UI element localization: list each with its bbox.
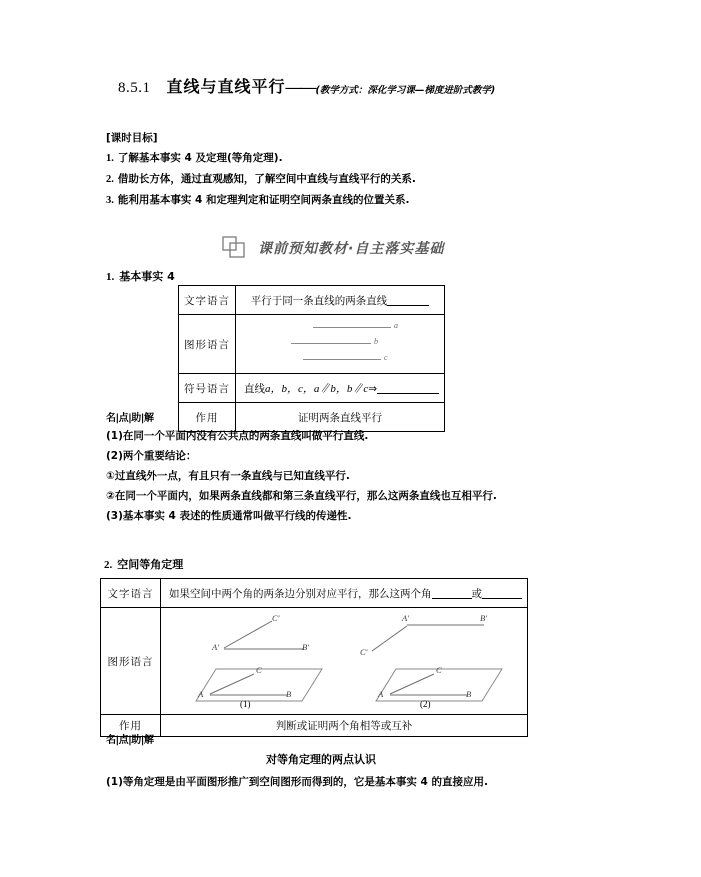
line-a — [313, 327, 391, 328]
tips-line: (1)等角定理是由平面图形推广到空间图形而得到的，它是基本事实 4 的直接应用. — [106, 776, 489, 788]
row-label-usage: 作用 — [179, 403, 236, 432]
subsection-text: 基本事实 4 — [119, 270, 175, 283]
table-basic-axiom — [178, 285, 445, 432]
theorem-statement: 如果空间中两个角的两条边分别对应平行，那么这两个角 — [169, 587, 432, 600]
fill-blank[interactable] — [432, 587, 472, 599]
objectives-heading: [课时目标] — [106, 132, 158, 144]
objective-item — [106, 148, 586, 169]
row-content-figure-language — [161, 608, 528, 715]
table-row — [101, 579, 528, 608]
subsection-text: 空间等角定理 — [117, 558, 184, 571]
line-a-label: a — [394, 321, 398, 330]
overlapping-squares-icon — [222, 236, 248, 260]
title-subtitle: (教学方式：深化学习课—梯度进阶式教学) — [315, 85, 496, 96]
subsection-index: 2. — [104, 559, 113, 571]
row-content-symbol-language — [236, 374, 445, 403]
symbol-expression: a，b，c，a∥b，b∥c — [265, 383, 369, 395]
label-B: B — [286, 689, 292, 699]
table-equal-angle-theorem — [100, 578, 528, 737]
tips-line: (2)两个重要结论： — [106, 450, 197, 462]
table-row — [179, 286, 445, 315]
objective-text: 借助长方体，通过直观感知，了解空间中直线与直线平行的关系. — [117, 173, 416, 185]
symbol-prefix: 直线 — [244, 383, 265, 395]
row-content-figure-language — [236, 315, 445, 374]
subsection-heading-equal-angle — [104, 556, 183, 572]
equal-angle-figures — [166, 611, 522, 711]
row-label-symbol-language: 符号语言 — [179, 374, 236, 403]
line-c-label: c — [384, 353, 388, 362]
table-row — [101, 715, 528, 737]
label-B: B — [466, 689, 472, 699]
line-b — [291, 343, 371, 344]
row-content-text-language — [236, 286, 445, 315]
tips-tag-axiom: 名|点|助|解 — [106, 413, 154, 424]
objective-index: 2. — [106, 174, 114, 185]
tips-title-equal-angle: 对等角定理的两点认识 — [266, 753, 376, 766]
line-b-label: b — [374, 337, 378, 346]
table-row — [179, 315, 445, 374]
figure-1-caption: (1) — [240, 699, 251, 709]
title-number: 8.5.1 — [118, 80, 151, 96]
label-B-prime: B' — [302, 642, 310, 652]
tips-tag-equal-angle: 名|点|助|解 — [106, 735, 154, 746]
fill-blank[interactable] — [482, 587, 522, 599]
row-label-figure-language: 图形语言 — [101, 608, 161, 715]
line-c — [303, 359, 381, 360]
label-C: C — [256, 665, 262, 675]
label-C-prime: C' — [360, 647, 368, 657]
row-content-usage: 判断或证明两个角相等或互补 — [161, 715, 528, 737]
parallel-lines-figure — [241, 318, 439, 370]
label-C-prime: C' — [272, 613, 280, 623]
objective-item — [106, 190, 586, 211]
tips-body-equal-angle — [106, 772, 626, 792]
tips-line: (1)在同一个平面内没有公共点的两条直线叫做平行直线. — [106, 430, 369, 442]
tips-body-axiom — [106, 426, 626, 526]
row-label-usage: 作用 — [101, 715, 161, 737]
label-A: A — [198, 689, 204, 699]
subsection-index: 1. — [106, 271, 115, 283]
row-content-usage: 证明两条直线平行 — [236, 403, 445, 432]
figure-2-caption: (2) — [420, 699, 431, 709]
section-banner-text: 课前预知教材·自主落实基础 — [258, 241, 445, 257]
section-banner — [222, 236, 444, 260]
table-row — [179, 374, 445, 403]
objective-item — [106, 169, 586, 190]
row-content-text-language — [161, 579, 528, 608]
title-dash: —— — [285, 79, 316, 96]
page-title — [118, 74, 495, 97]
objective-text: 了解基本事实 4 及定理(等角定理). — [117, 152, 283, 164]
objective-index: 1. — [106, 153, 114, 164]
tips-line: (3)基本事实 4 表述的性质通常叫做平行线的传递性. — [106, 510, 352, 522]
label-A-prime: A' — [212, 642, 220, 652]
objective-text: 能利用基本事实 4 和定理判定和证明空间两条直线的位置关系. — [117, 194, 410, 206]
fill-blank[interactable] — [387, 294, 429, 306]
symbol-arrow: ⇒ — [368, 383, 378, 395]
label-B-prime: B' — [480, 613, 488, 623]
objective-index: 3. — [106, 195, 114, 206]
table-row — [101, 608, 528, 715]
objectives-list — [106, 148, 586, 211]
theorem-conjunction: 或 — [471, 587, 482, 600]
tips-line: ①过直线外一点，有且只有一条直线与已知直线平行. — [106, 470, 350, 482]
fill-blank[interactable] — [377, 382, 439, 394]
row-label-text-language: 文字语言 — [179, 286, 236, 315]
row-label-text-language: 文字语言 — [101, 579, 161, 608]
subsection-heading-axiom — [106, 268, 175, 284]
tips-line: ②在同一个平面内，如果两条直线都和第三条直线平行，那么这两条直线也互相平行. — [106, 490, 497, 502]
label-A-prime: A' — [402, 613, 410, 623]
title-main-text: 直线与直线平行 — [166, 77, 286, 96]
label-A: A — [378, 689, 384, 699]
row-label-figure-language: 图形语言 — [179, 315, 236, 374]
axiom-statement: 平行于同一条直线的两条直线 — [250, 294, 388, 307]
label-C: C — [436, 665, 442, 675]
